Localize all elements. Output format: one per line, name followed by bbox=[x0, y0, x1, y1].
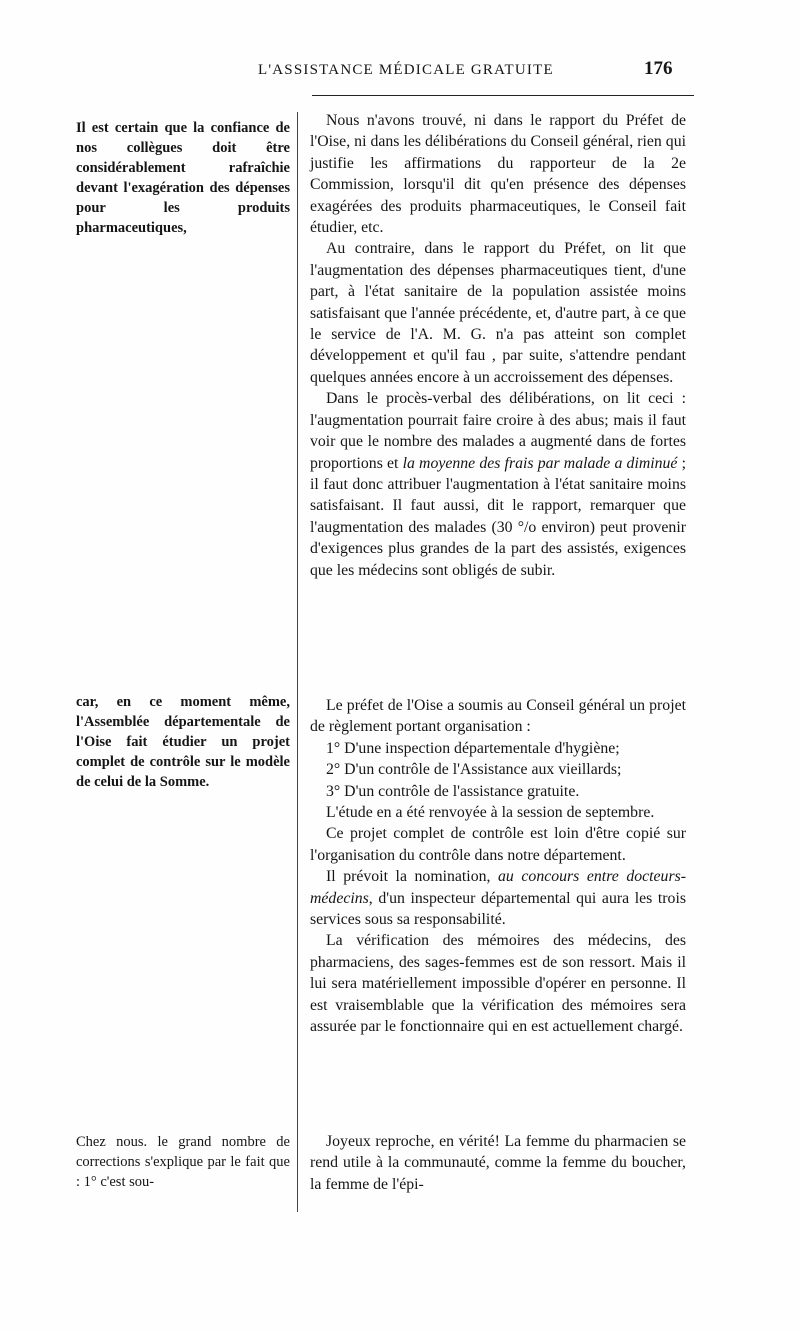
margin-note-1: Il est certain que la confiance de nos collègues doit être considérablement rafraîchie devant l'exagération des dépenses pour les produits pharmaceutiques, bbox=[76, 120, 290, 236]
paragraph: Le préfet de l'Oise a soumis au Conseil général un projet de règlement portant organisation : bbox=[310, 697, 686, 736]
list-item: 2° D'un contrôle de l'Assistance aux vieillards; bbox=[326, 761, 622, 779]
margin-note-2: car, en ce moment même, l'Assemblée départementale de l'Oise fait étudier un projet complet de contrôle sur le modèle de celui de la Somme. bbox=[76, 694, 290, 790]
column-divider bbox=[297, 112, 298, 1212]
italic-phrase: au concours entre docteurs-médecins bbox=[310, 868, 687, 907]
text-run: , d'un inspecteur départemental qui aura les trois services sous sa responsabilité. bbox=[310, 889, 686, 929]
text-run: ; il faut donc attribuer l'augmentation à l'état sanitaire moins satisfaisant. Il faut aussi, dit le rapport, remarquer que l'augmentation des malades (30 °/o environ) peut provenir d'exigences plus grandes de la part des assistés, exigences que les médecins sont obligés de subir. bbox=[310, 454, 686, 579]
paragraph: Joyeux reproche, en vérité! La femme du pharmacien se rend utile à la communauté, comme la femme du boucher, la femme de l'épi- bbox=[310, 1133, 686, 1193]
paragraph: L'étude en a été renvoyée à la session de septembre. bbox=[326, 804, 655, 822]
text-run: Dans le procès-verbal des délibérations, on lit ceci : l'augmentation pourrait faire croire à des abus; mais il faut voir que le nombre des malades a augmenté dans de fortes proportions et bbox=[310, 390, 686, 472]
list-item: 3° D'un contrôle de l'assistance gratuite. bbox=[326, 782, 580, 800]
page-header bbox=[0, 58, 800, 88]
paragraph: Au contraire, dans le rapport du Préfet, on lit que l'augmentation des dépenses pharmaceutiques tient, d'une part, à l'état sanitaire de la population assistée moins satisfaisant que l'année précédente, et, d'autre part, à ce que le service de l'A. M. G. n'a pas atteint son complet développement et qu'il fau , par suite, s'attendre pendant quelques années encore à un accroissement des dépenses. bbox=[310, 240, 686, 386]
header-rule bbox=[312, 95, 694, 96]
italic-phrase: la moyenne des frais par malade a diminué bbox=[402, 454, 678, 472]
text-run: Il prévoit la nomination, bbox=[326, 868, 499, 886]
paragraph: La vérification des mémoires des médecins, des pharmaciens, des sages-femmes est de son ressort. Mais il lui sera matériellement impossible d'opérer en personne. Il est vraisemblable que la vérification des mémoires sera assurée par le fonctionnaire qui en est actuellement chargé. bbox=[310, 932, 686, 1036]
running-title: L'ASSISTANCE MÉDICALE GRATUITE bbox=[258, 62, 554, 78]
page-number: 176 bbox=[644, 58, 673, 79]
main-text-section-2 bbox=[310, 695, 686, 1038]
paragraph bbox=[310, 866, 686, 930]
margin-note-3: Chez nous. le grand nombre de corrections s'explique par le fait que : 1° c'est sou- bbox=[76, 1134, 290, 1190]
main-text-section-3 bbox=[310, 1131, 686, 1195]
main-text-section-1 bbox=[310, 110, 686, 581]
paragraph: Nous n'avons trouvé, ni dans le rapport du Préfet de l'Oise, ni dans les délibérations du Conseil général, rien qui justifie les affirmations du rapporteur de la 2e Commission, lorsqu'il dit qu'en présence des dépenses exagérées des produits pharmaceutiques, le Conseil fait étudier, etc. bbox=[310, 112, 686, 237]
paragraph: Ce projet complet de contrôle est loin d'être copié sur l'organisation du contrôle dans notre département. bbox=[310, 825, 686, 864]
paragraph bbox=[310, 388, 686, 581]
list-item: 1° D'une inspection départementale d'hygiène; bbox=[326, 739, 620, 757]
